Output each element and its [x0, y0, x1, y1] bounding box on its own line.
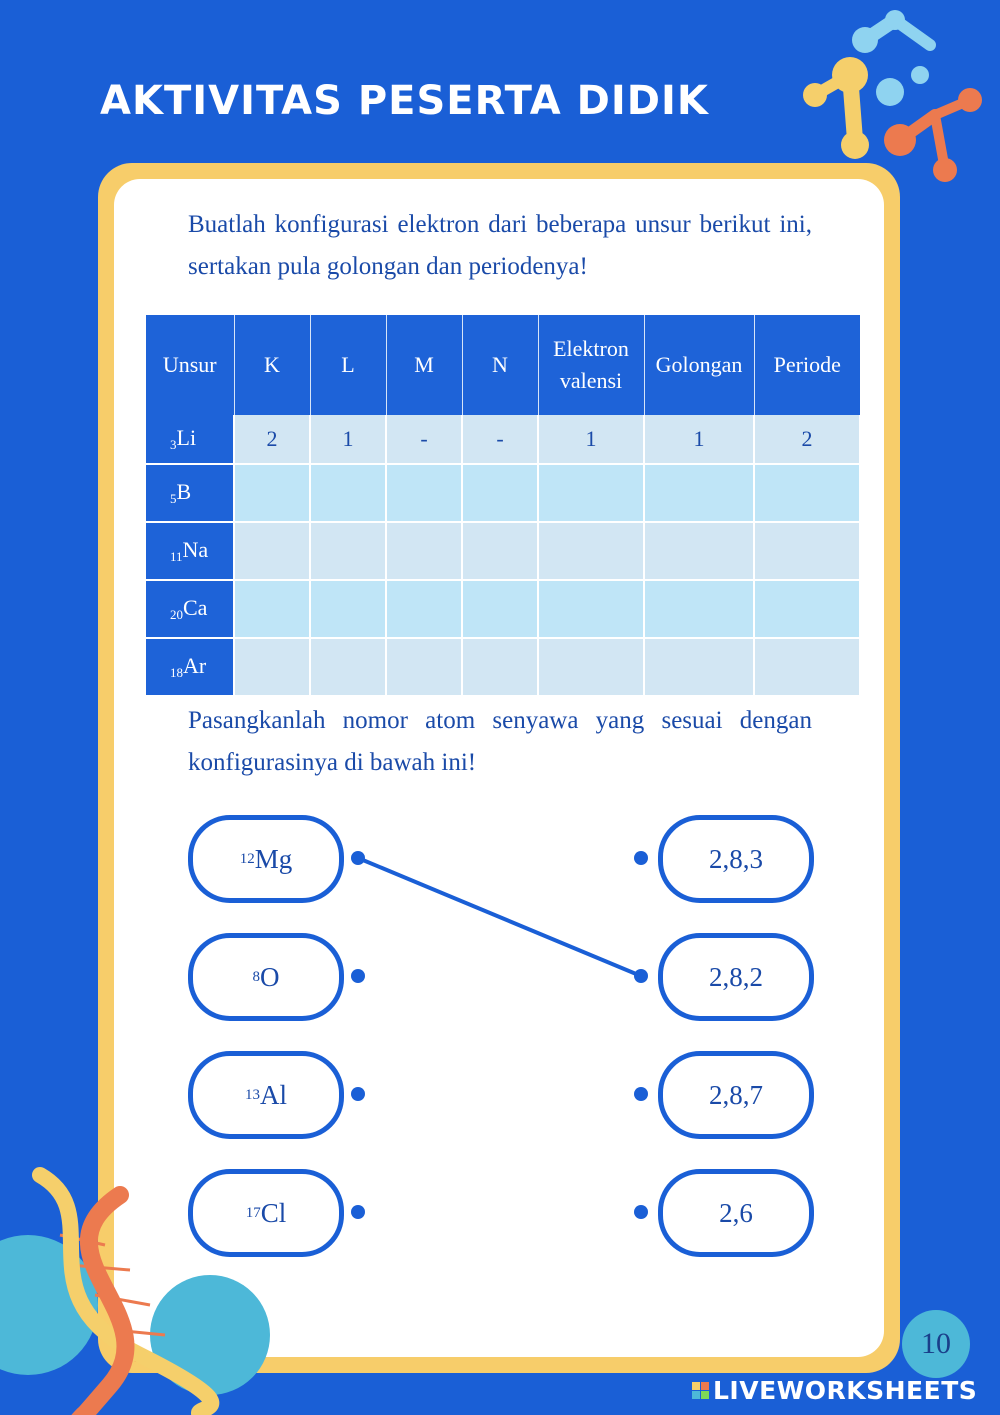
table-cell: -: [462, 415, 538, 464]
match-left-dot[interactable]: [351, 969, 365, 983]
table-cell: 2: [754, 415, 860, 464]
header-l: L: [310, 315, 386, 415]
match-right-dot[interactable]: [634, 969, 648, 983]
header-golongan: Golongan: [644, 315, 754, 415]
match-left-item: 13 Al: [188, 1051, 344, 1139]
match-right-dot[interactable]: [634, 851, 648, 865]
table-cell: 1: [538, 415, 644, 464]
table-cell: 2: [234, 415, 310, 464]
liveworksheets-watermark: [692, 1374, 977, 1406]
match-right-item: 2,8,3: [658, 815, 814, 903]
header-elektron-valensi: Elektron valensi: [538, 315, 644, 415]
element-cell: $_{11}$Na: [146, 522, 234, 580]
match-left-item: 12 Mg: [188, 815, 344, 903]
dna-helix-icon: [0, 1155, 280, 1415]
header-n: N: [462, 315, 538, 415]
element-cell: $_5$B: [146, 464, 234, 522]
match-left-dot[interactable]: [351, 1087, 365, 1101]
watermark-text: LIVEWORKSHEETS: [713, 1375, 978, 1405]
liveworksheets-logo-icon: [692, 1382, 709, 1399]
table-cell: 1: [310, 415, 386, 464]
match-connection-line: [358, 858, 641, 976]
match-left-item: 17 Cl: [188, 1169, 344, 1257]
match-right-dot[interactable]: [634, 1205, 648, 1219]
header-periode: Periode: [754, 315, 860, 415]
match-right-dot[interactable]: [634, 1087, 648, 1101]
match-right-item: 2,6: [658, 1169, 814, 1257]
element-cell: $_3$Li: [146, 415, 234, 464]
element-cell: $_{18}$Ar: [146, 638, 234, 696]
match-instruction: Pasangkanlah nomor atom senyawa yang sesuai dengan konfigurasinya di bawah ini!: [188, 707, 812, 776]
header-unsur: Unsur: [146, 315, 234, 415]
header-k: K: [234, 315, 310, 415]
header-m: M: [386, 315, 462, 415]
page-title: AKTIVITAS PESERTA DIDIK: [100, 78, 709, 124]
match-left-dot[interactable]: [351, 1205, 365, 1219]
match-left-dot[interactable]: [351, 851, 365, 865]
match-right-item: 2,8,7: [658, 1051, 814, 1139]
page-number: 10: [902, 1310, 970, 1378]
table-cell: 1: [644, 415, 754, 464]
element-cell: $_{20}$Ca: [146, 580, 234, 638]
config-instruction: Buatlah konfigurasi elektron dari beberapa unsur berikut ini, sertakan pula golongan dan periodenya!: [188, 211, 812, 280]
match-left-item: 8 O: [188, 933, 344, 1021]
match-right-item: 2,8,2: [658, 933, 814, 1021]
table-cell: -: [386, 415, 462, 464]
